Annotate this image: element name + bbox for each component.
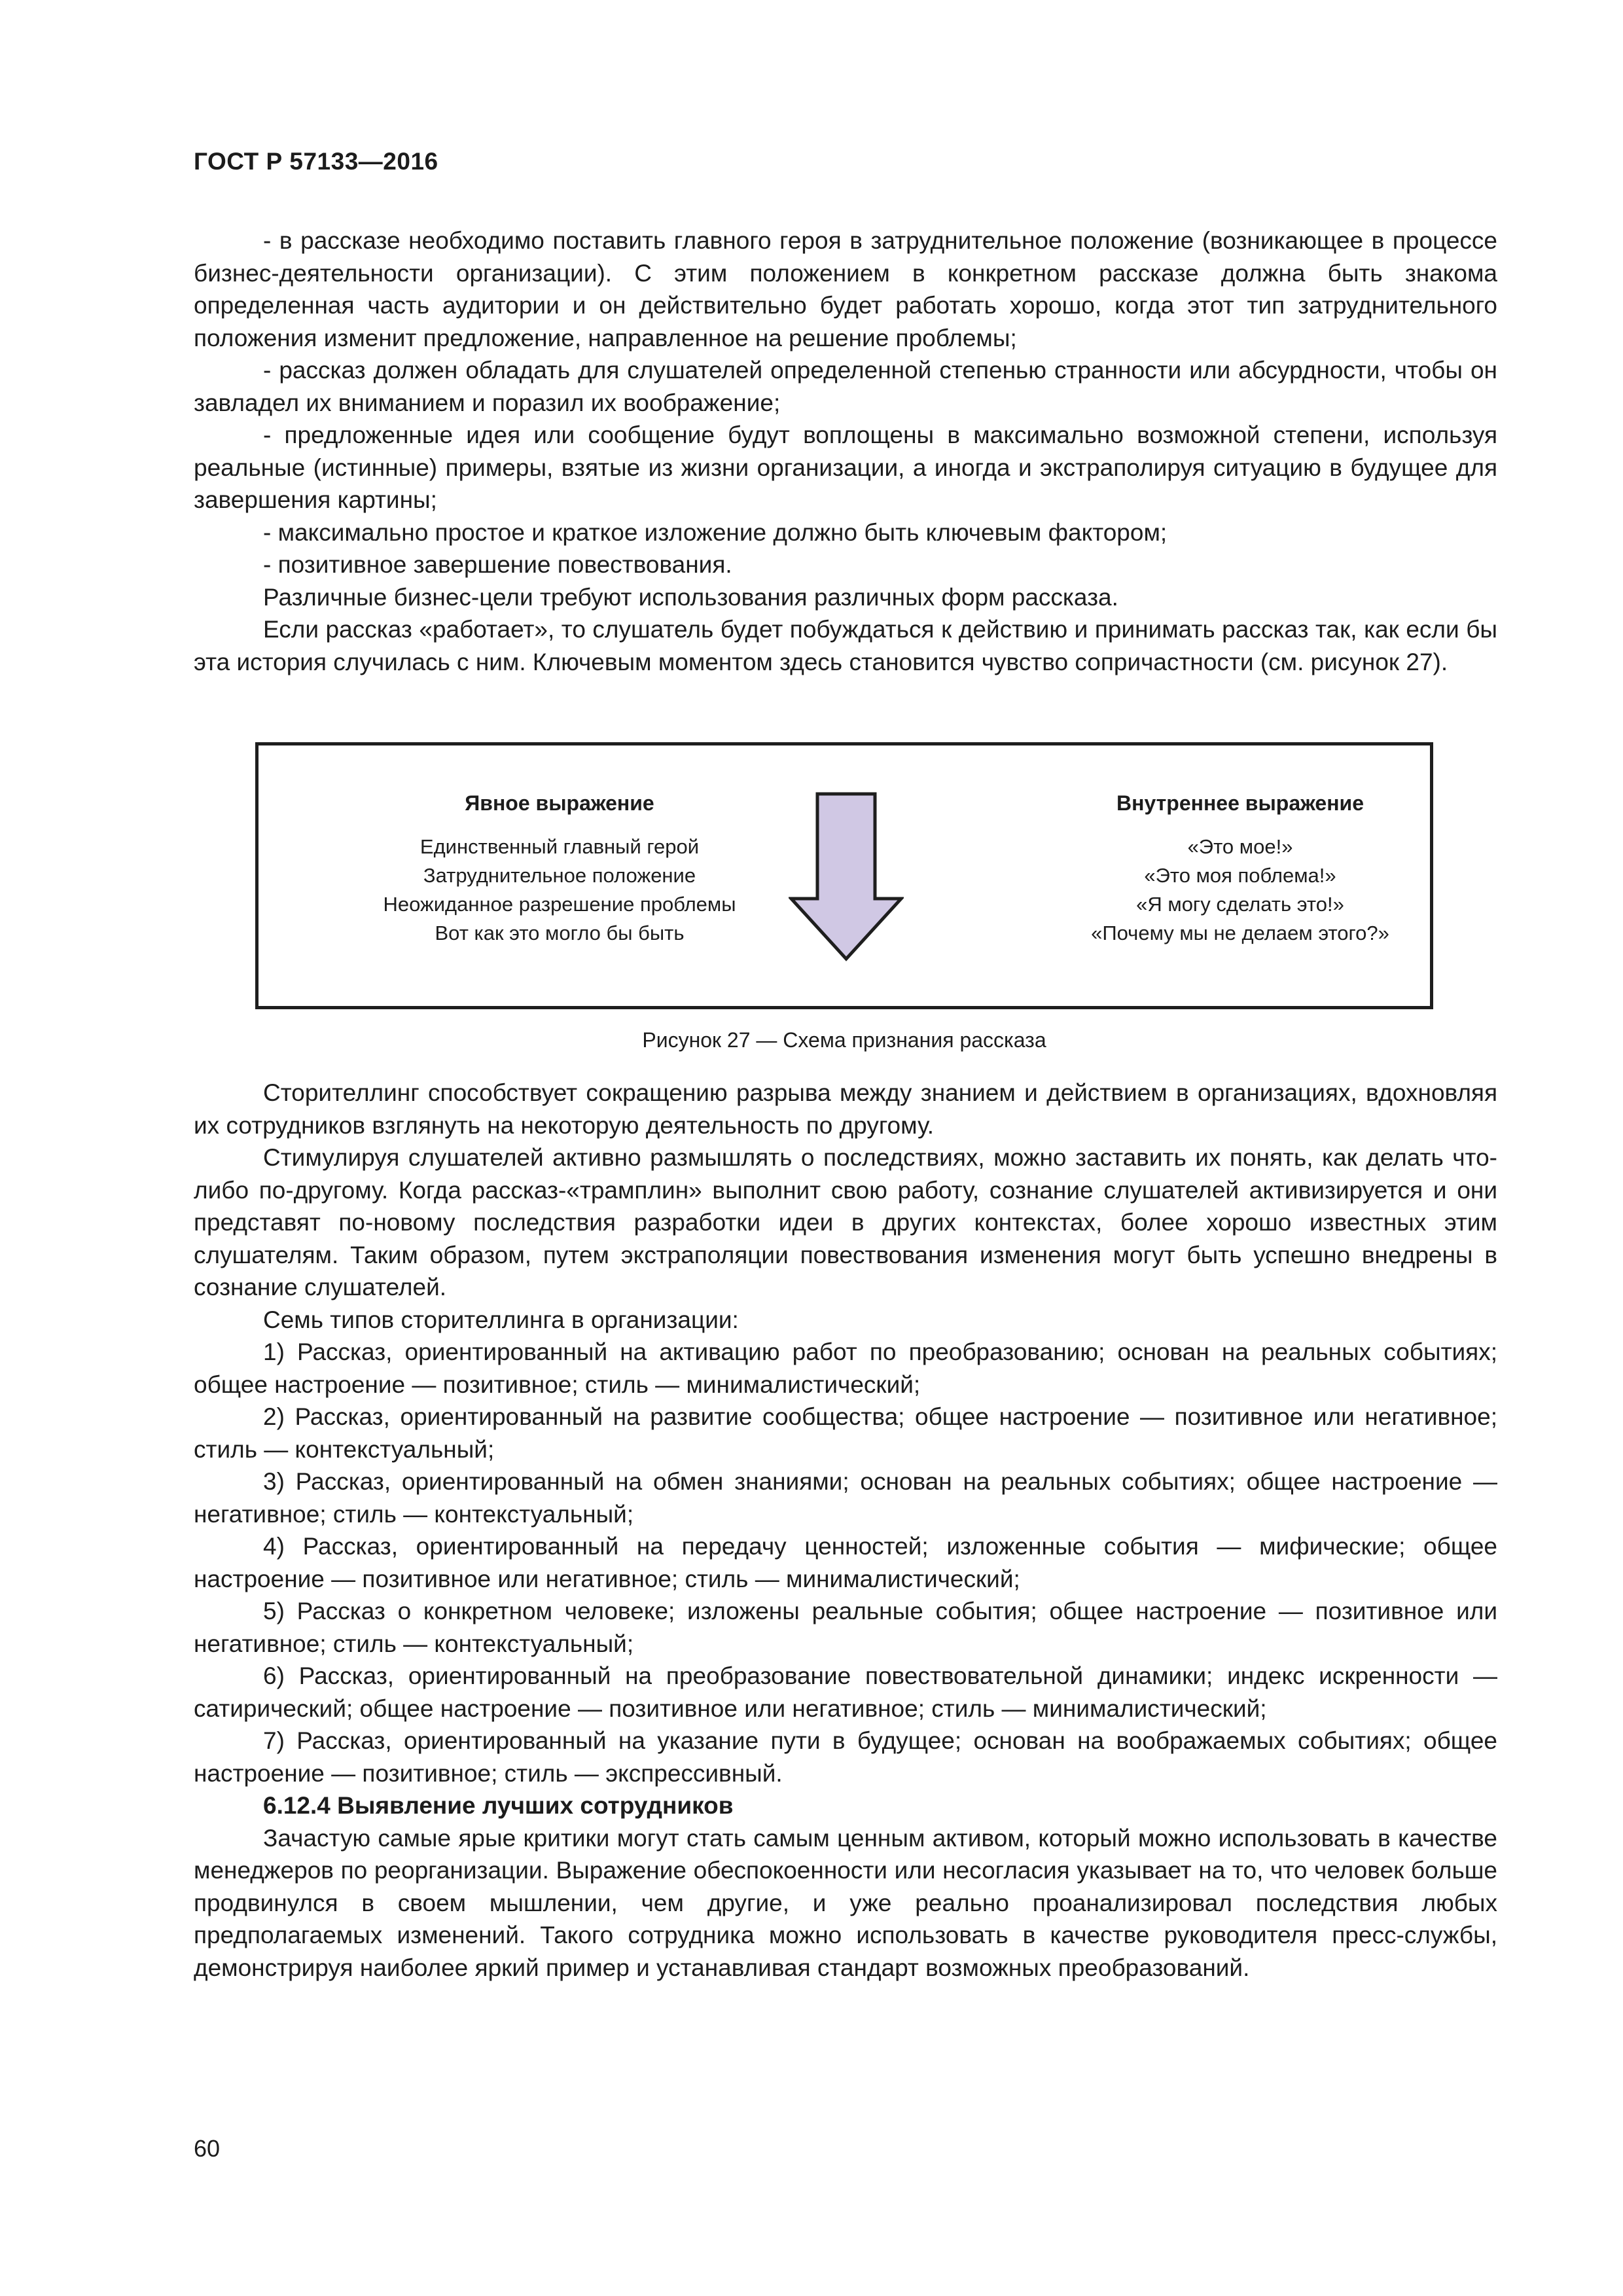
paragraph: - максимально простое и краткое изложение должно быть ключевым фактором; (263, 518, 1168, 546)
explicit-expression-column (350, 791, 769, 948)
paragraph: Семь типов сторителлинга в организации: (263, 1306, 739, 1333)
explicit-item: Вот как это могло бы быть (435, 922, 685, 944)
internal-item: «Это мое!» (1187, 835, 1293, 858)
paragraph: Различные бизнес-цели требуют использования различных форм рассказа. (263, 583, 1118, 611)
figure-caption: Рисунок 27 — Схема признания рассказа (642, 1028, 1046, 1052)
paragraph: Стимулируя слушателей активно размышлять о последствиях, можно заставить их понять, как делать что-либо по-другому. Когда рассказ-«трамплин» выполнит свою работу, сознание слушателей активизируется и они представят по-новому последствия разработки идеи в других контекстах, более хорошо известных этим слушателям. Таким образом, путем экстраполяции повествования изменения могут быть успешно внедрены в сознание слушателей. (194, 1144, 1497, 1300)
document-header: ГОСТ Р 57133—2016 (194, 148, 438, 175)
internal-item: «Почему мы не делаем этого?» (1091, 922, 1389, 944)
explicit-item: Неожиданное разрешение проблемы (383, 893, 736, 916)
down-arrow-icon (789, 791, 904, 961)
internal-expression-title: Внутреннее выражение (1116, 791, 1364, 815)
list-item: 6) Рассказ, ориентированный на преобразование повествовательной динамики; индекс искренности — сатирический; общее настроение — позитивное или негативное; стиль — минималистический; (194, 1662, 1497, 1722)
explicit-item: Затруднительное положение (423, 864, 696, 887)
list-item: 2) Рассказ, ориентированный на развитие сообщества; общее настроение — позитивное или негативное; стиль — контекстуальный; (194, 1403, 1497, 1463)
paragraph: Сторителлинг способствует сокращению разрыва между знанием и действием в организациях, вдохновляя их сотрудников взглянуть на некоторую деятельность по другому. (194, 1079, 1497, 1139)
internal-expression-column (1031, 791, 1450, 948)
paragraph: - в рассказе необходимо поставить главного героя в затруднительное положение (возникающее в процессе бизнес-деятельности организации). С этим положением в конкретном рассказе должна быть знакома определенная часть аудитории и он действительно будет работать хорошо, когда этот тип затруднительного положения изменит предложение, направленное на решение проблемы; (194, 227, 1497, 351)
list-item: 7) Рассказ, ориентированный на указание пути в будущее; основан на воображаемых событиях; общее настроение — позитивное; стиль — экспрессивный. (194, 1727, 1497, 1787)
list-item: 3) Рассказ, ориентированный на обмен знаниями; основан на реальных событиях; общее настроение — негативное; стиль — контекстуальный; (194, 1468, 1497, 1528)
paragraph: - позитивное завершение повествования. (263, 551, 732, 578)
down-arrow-shape (791, 794, 901, 959)
list-item: 5) Рассказ о конкретном человеке; изложены реальные события; общее настроение — позитивное или негативное; стиль — контекстуальный; (194, 1598, 1497, 1657)
list-item: 4) Рассказ, ориентированный на передачу ценностей; изложенные события — мифические; общее настроение — позитивное или негативное; стиль — минималистический; (194, 1533, 1497, 1592)
body-text-top (194, 224, 1497, 678)
paragraph: Зачастую самые ярые критики могут стать самым ценным активом, который можно использовать в качестве менеджеров по реорганизации. Выражение обеспокоенности или несогласия указывает на то, что человек больше продвинулся в своем мышлении, чем другие, и уже реально проанализировал последствия любых предполагаемых изменений. Такого сотрудника можно использовать в качестве руководителя пресс-службы, демонстрируя наиболее яркий пример и устанавливая стандарт возможных преобразований. (194, 1824, 1497, 1981)
paragraph: - предложенные идея или сообщение будут воплощены в максимально возможной степени, используя реальные (истинные) примеры, взятые из жизни организации, а иногда и экстраполируя ситуацию в будущее для завершения картины; (194, 422, 1497, 513)
internal-item: «Я могу сделать это!» (1136, 893, 1344, 916)
list-item: 1) Рассказ, ориентированный на активацию работ по преобразованию; основан на реальных событиях; общее настроение — позитивное; стиль — минималистический; (194, 1338, 1497, 1398)
section-heading: 6.12.4 Выявление лучших сотрудников (263, 1792, 734, 1819)
body-text-bottom (194, 1077, 1497, 1984)
figure-27 (255, 742, 1433, 1009)
paragraph: - рассказ должен обладать для слушателей определенной степенью странности или абсурдности, чтобы он завладел их вниманием и поразил их воображение; (194, 357, 1497, 416)
page-number: 60 (194, 2135, 221, 2162)
paragraph: Если рассказ «работает», то слушатель будет побуждаться к действию и принимать рассказ так, как если бы эта история случилась с ним. Ключевым моментом здесь становится чувство сопричастности (см. рисунок 27). (194, 616, 1497, 675)
explicit-item: Единственный главный герой (419, 835, 700, 858)
internal-item: «Это моя поблема!» (1144, 864, 1336, 887)
explicit-expression-title: Явное выражение (465, 791, 654, 815)
